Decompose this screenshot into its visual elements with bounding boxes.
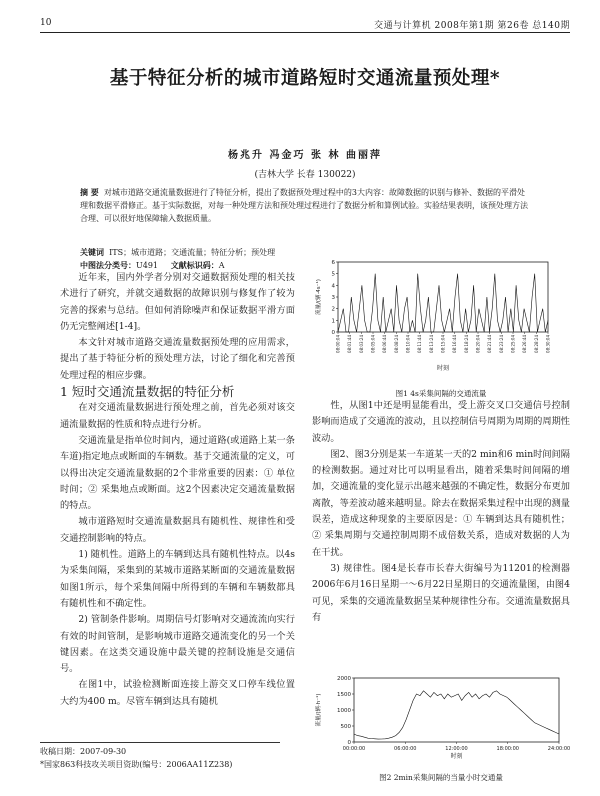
keywords-label: 关键词 xyxy=(80,247,104,257)
series-line xyxy=(354,691,559,739)
x-tick-label: 08:23:24 xyxy=(498,335,504,353)
figure-2-caption: 图2 2min采集间隔的当量小时交通量 xyxy=(379,773,503,782)
fund-note: *国家863科技攻关项目资助(编号：2006AA11Z238) xyxy=(40,760,233,769)
x-tick-label: 08:25:04 xyxy=(510,335,516,353)
x-axis-label: 时刻 xyxy=(436,365,450,372)
paragraph: 图2、图3分别是某一车道某一天的2 min和6 min时间间隔的检测数据。通过对比可以明显看出，随着采集时间间隔的增加，交通流量的变化显示出越来越强的不确定性，数据分布更加离散，等差波动越来越明显。除去在数据采集过程中出现的测量误差，造成这种现象的主要原因是：① 车辆到达具有随机性；② 采集周期与交通控制周期不成倍数关系，造成对数据的人为在干扰。 xyxy=(312,448,570,558)
x-tick-label: 08:20:04 xyxy=(475,335,481,353)
footnote xyxy=(40,742,280,771)
right-column xyxy=(312,398,570,626)
figure-2-chart xyxy=(312,672,570,768)
abstract-label: 摘 要 xyxy=(80,187,99,197)
journal-info: 交通与计算机 2008年第1期 第26卷 总140期 xyxy=(374,21,570,31)
doc-code-value: A xyxy=(218,261,225,270)
y-tick-label: 2 xyxy=(331,306,335,313)
x-tick-label: 12:00:00 xyxy=(445,746,468,752)
x-tick-label: 08:16:44 xyxy=(452,335,458,353)
x-tick-label: 08:15:04 xyxy=(440,335,446,353)
y-axis-label: 流量/(辆·h⁻¹) xyxy=(316,693,322,727)
x-tick-label: 08:26:44 xyxy=(522,335,528,353)
x-tick-label: 08:06:44 xyxy=(382,335,388,353)
x-tick-label: 08:28:24 xyxy=(533,335,539,353)
keywords-text: ITS；城市道路；交通流量；特征分析；预处理 xyxy=(109,248,276,257)
paragraph: 近年来，国内外学者分别对交通数据预处理的相关技术进行了研究，并就交通数据的故障识别与修复作了较为完善的探索与总结。但如何消除噪声和保证数据平滑方面仍无完整阐述[1-4]。 xyxy=(60,272,295,332)
abstract-text: 对城市道路交通流量数据进行了特征分析，提出了数据预处理过程中的3大内容：故障数据的识别与修补、数据的平滑处理和数据平滑修正。基于实际数据，对每一种处理方法和预处理过程进行了数据分析和算例试验。实验结果表明，该预处理方法合理、可以很好地保障输入数据质量。 xyxy=(80,188,528,223)
paragraph: 在图1中，试验检测断面连接上游交叉口停车线位置大约为400 m。尽管车辆到达具有随机 xyxy=(60,679,295,707)
figure-2 xyxy=(312,672,570,782)
x-tick-label: 08:10:04 xyxy=(405,335,411,353)
figure-1 xyxy=(312,256,570,396)
abstract xyxy=(80,186,530,225)
y-tick-label: 6 xyxy=(331,260,335,266)
doc-code-label: 文献标识码： xyxy=(170,260,219,270)
x-tick-label: 08:05:04 xyxy=(370,335,376,353)
x-tick-label: 24:00:00 xyxy=(547,746,570,752)
paper-title: 基于特征分析的城市道路短时交通流量预处理* xyxy=(109,68,501,89)
classification-value: U491 xyxy=(136,261,159,270)
series-line xyxy=(338,274,548,332)
figure-1-chart xyxy=(312,256,570,384)
x-tick-label: 08:11:44 xyxy=(417,335,423,353)
affiliation: (吉林大学 长春 130022) xyxy=(254,170,356,180)
classification-label: 中图法分类号： xyxy=(80,260,136,270)
page-number: 10 xyxy=(40,18,52,28)
y-tick-label: 1 xyxy=(331,318,335,325)
running-header xyxy=(40,18,570,33)
x-tick-label: 08:18:24 xyxy=(463,335,469,353)
paragraph: 交通流量是指单位时间内，通过道路(或道路上某一条车道)指定地点或断面的车辆数。基于交通流量的定义，可以得出决定交通流量数据的2个非常重要的因素：① 单位时间；② 采集地点或断面。这2个因素决定交通流量数据的特点。 xyxy=(60,434,295,512)
paragraph: 2) 管制条件影响。周期信号灯影响对交通流流向实行有效的时间管制，是影响城市道路交通流变化的另一个关键因素。在这类交通设施中最关键的控制设施是交通信号。 xyxy=(60,614,295,675)
y-tick-label: 500 xyxy=(340,724,351,730)
y-tick-label: 1500 xyxy=(337,692,351,698)
x-tick-label: 00:00:00 xyxy=(342,746,366,752)
x-tick-label: 08:00:04 xyxy=(335,335,341,353)
paragraph: 性，从图1中还是明显能看出，受上游交叉口交通信号控制影响而造成了交通流的波动，且以控制信号周期为周期的周期性波动。 xyxy=(312,400,570,444)
x-tick-label: 18:00:00 xyxy=(496,746,519,752)
y-tick-label: 0 xyxy=(331,330,335,336)
y-tick-label: 5 xyxy=(331,271,335,278)
x-axis-label: 时刻 xyxy=(450,753,463,760)
x-tick-label: 08:01:44 xyxy=(347,335,353,353)
y-tick-label: 2000 xyxy=(337,676,351,682)
received-date: 收稿日期：2007-09-30 xyxy=(40,747,127,756)
paragraph: 在对交通流量数据进行预处理之前，首先必须对该交通流量数据的性质和特点进行分析。 xyxy=(60,402,295,430)
y-axis-label: 流量/(辆·4s⁻¹) xyxy=(316,279,322,315)
x-tick-label: 06:00:00 xyxy=(394,746,417,752)
paragraph: 1) 随机性。道路上的车辆到达具有随机性特点。以4s为采集间隔，采集到的某城市道路某断面的交通流量数据如图1所示，每个采集间隔中所得到的车辆和车辆数都具有随机性和不确定性。 xyxy=(60,549,295,609)
paragraph: 3) 规律性。图4是长春市长春大街编号为11201的检测器2006年6月16日星期一～6月22日星期日的交通流量图，由图4可见，采集的交通流量数据呈某种规律性分布。交通流量数据具有 xyxy=(312,562,570,623)
x-tick-label: 08:30:04 xyxy=(545,335,551,353)
x-tick-label: 08:03:24 xyxy=(358,335,364,353)
y-tick-label: 3 xyxy=(331,295,335,301)
authors: 杨兆升 冯金巧 张 林 曲丽萍 xyxy=(228,150,382,161)
plot-frame xyxy=(354,678,559,742)
paragraph: 城市道路短时交通流量数据具有随机性、规律性和受交通控制影响的特点。 xyxy=(60,516,295,544)
y-tick-label: 4 xyxy=(331,283,335,290)
x-tick-label: 08:08:24 xyxy=(393,335,399,353)
plot-frame xyxy=(338,262,548,332)
x-tick-label: 08:13:24 xyxy=(428,335,434,353)
figure-1-caption: 图1 4s采集间隔的交通流量 xyxy=(395,389,487,398)
section-heading: 1 短时交通流量数据的特征分析 xyxy=(60,384,235,400)
y-tick-label: 0 xyxy=(347,740,351,746)
left-column xyxy=(60,270,295,710)
x-tick-label: 08:21:44 xyxy=(487,335,493,353)
paragraph: 本文针对城市道路交通流量数据预处理的应用需求，提出了基于特征分析的预处理方法，讨论了细化和完善预处理过程的相应步骤。 xyxy=(60,337,295,381)
y-tick-label: 1000 xyxy=(337,708,351,714)
